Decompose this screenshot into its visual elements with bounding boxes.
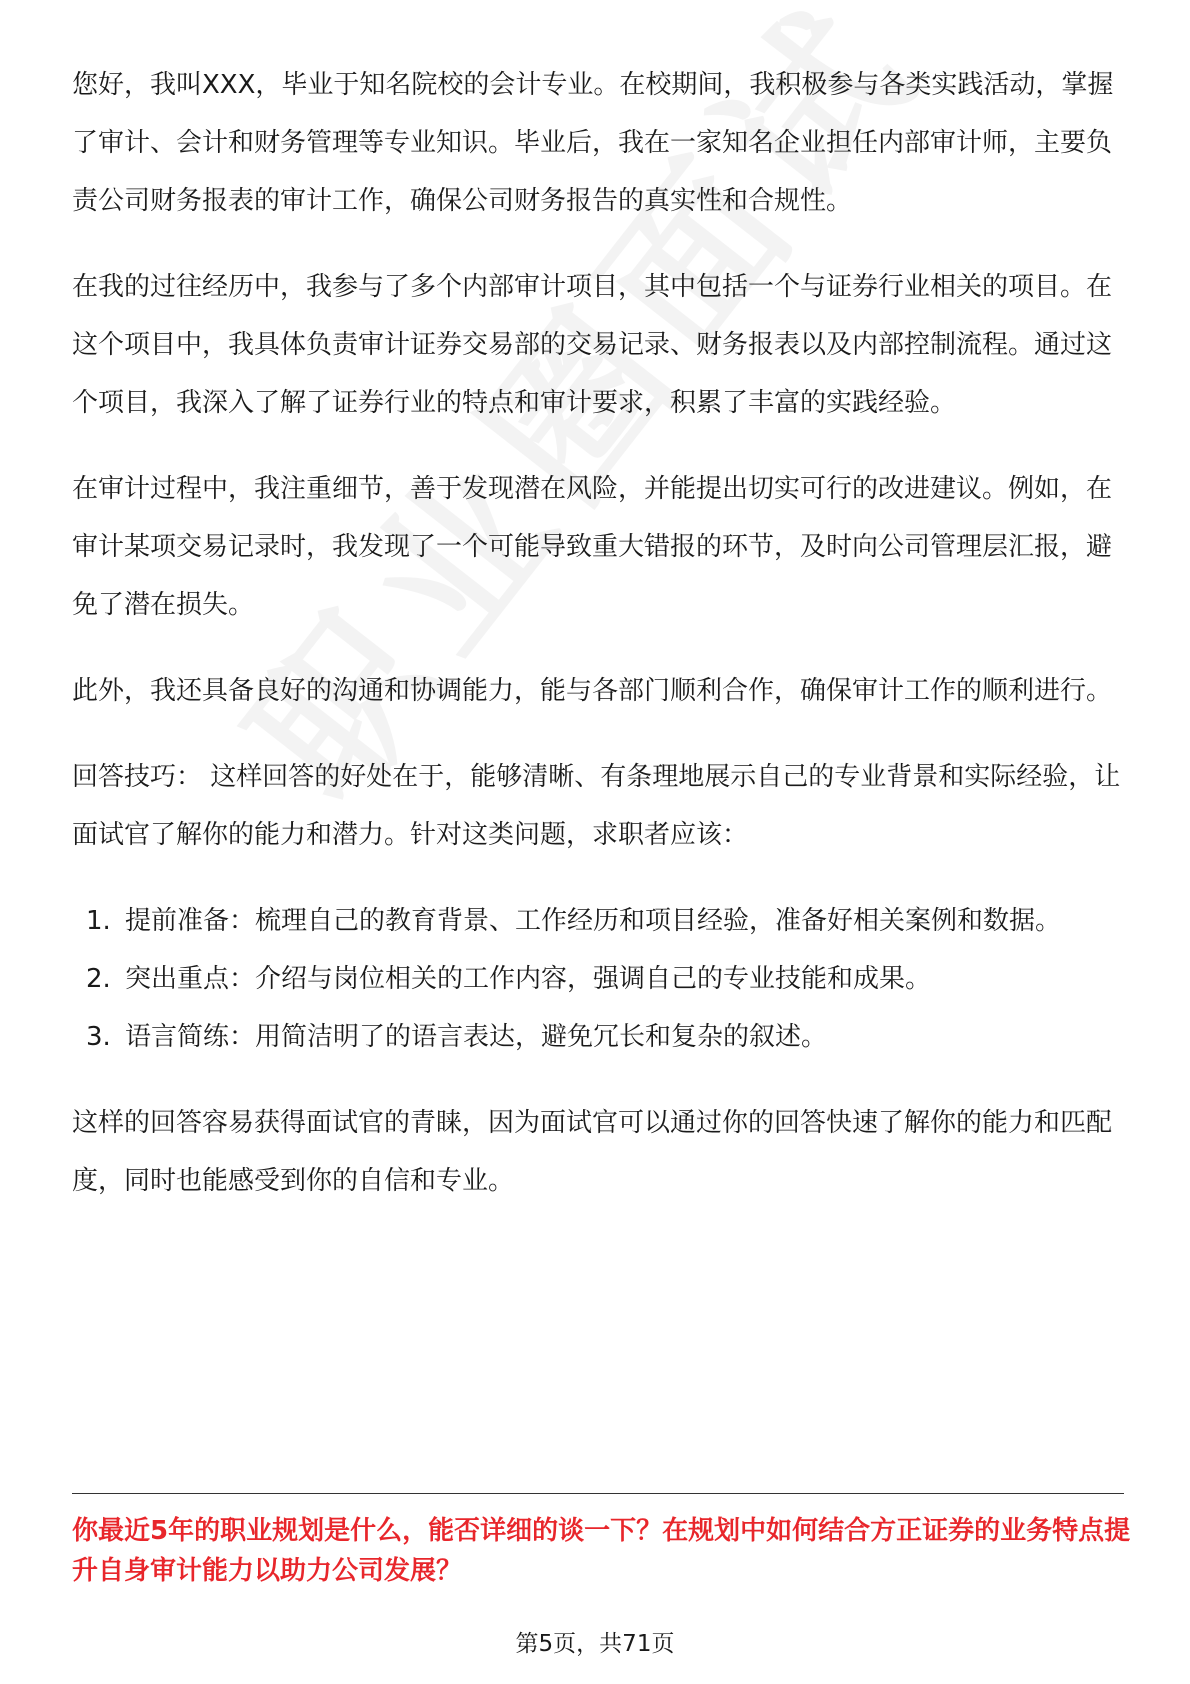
list-item-text: 语言简练：用简洁明了的语言表达，避免冗长和复杂的叙述。 [125,1022,828,1052]
list-item-text: 提前准备：梳理自己的教育背景、工作经历和项目经验，准备好相关案例和数据。 [125,906,1062,936]
list-item-number: 2. [86,964,111,994]
list-item-number: 1. [86,906,111,936]
paragraph-audit-process: 在审计过程中，我注重细节，善于发现潜在风险，并能提出切实可行的改进建议。例如，在审计某项交易记录时，我发现了一个可能导致重大错报的环节，及时向公司管理层汇报，避免了潜在损失。 [72,474,1113,620]
list-item-text: 突出重点：介绍与岗位相关的工作内容，强调自己的专业技能和成果。 [125,964,932,994]
tips-list [72,892,1124,1066]
list-item [72,892,1124,950]
paragraph-communication: 此外，我还具备良好的沟通和协调能力，能与各部门顺利合作，确保审计工作的顺利进行。 [72,676,1113,706]
paragraph-closing: 这样的回答容易获得面试官的青睐，因为面试官可以通过你的回答快速了解你的能力和匹配度，同时也能感受到你的自信和专业。 [72,1108,1113,1196]
section-divider [72,1493,1124,1494]
paragraph-experience: 在我的过往经历中，我参与了多个内部审计项目，其中包括一个与证券行业相关的项目。在这个项目中，我具体负责审计证券交易部的交易记录、财务报表以及内部控制流程。通过这个项目，我深入了解了证券行业的特点和审计要求，积累了丰富的实践经验。 [72,272,1113,418]
paragraph-intro: 您好，我叫XXX，毕业于知名院校的会计专业。在校期间，我积极参与各类实践活动，掌握了审计、会计和财务管理等专业知识。毕业后，我在一家知名企业担任内部审计师，主要负责公司财务报表的审计工作，确保公司财务报告的真实性和合规性。 [72,70,1114,216]
list-item [72,950,1124,1008]
answer-content [72,56,1124,1210]
next-question-heading: 你最近5年的职业规划是什么，能否详细的谈一下？在规划中如何结合方正证券的业务特点提升自身审计能力以助力公司发展？ [72,1516,1131,1586]
list-item [72,1008,1124,1066]
paragraph-answer-tips: 回答技巧： 这样回答的好处在于，能够清晰、有条理地展示自己的专业背景和实际经验，让面试官了解你的能力和潜力。针对这类问题，求职者应该： [72,762,1121,850]
list-item-number: 3. [86,1022,111,1052]
page-number: 第5页，共71页 [515,1631,675,1657]
